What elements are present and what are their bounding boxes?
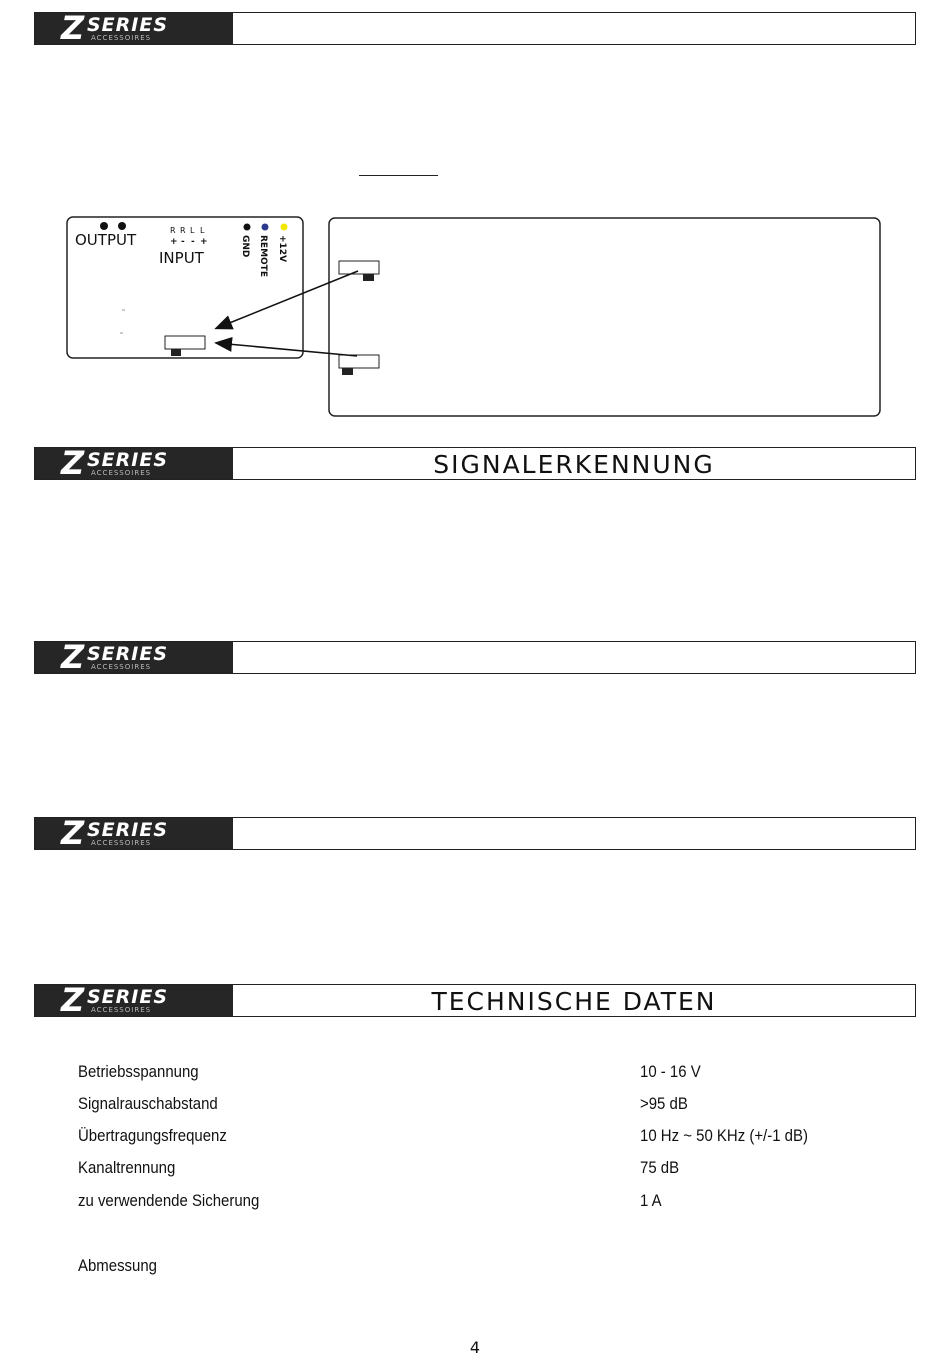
underline-mark xyxy=(359,175,438,176)
spec-value: >95 dB xyxy=(640,1094,688,1113)
switch-knob xyxy=(171,349,181,356)
power-terminal-dot xyxy=(281,224,288,231)
section-title xyxy=(233,818,915,849)
input-label: INPUT xyxy=(159,249,204,267)
remote-label: REMOTE xyxy=(258,235,268,277)
input-channel-label: R xyxy=(170,226,176,235)
gnd-terminal-dot xyxy=(244,224,251,231)
section-header xyxy=(34,447,916,480)
output-terminal-dot xyxy=(118,222,126,230)
spec-row xyxy=(78,1126,878,1150)
section-header xyxy=(34,641,916,674)
switch-knob xyxy=(342,368,353,375)
pointer-arrow xyxy=(217,343,357,356)
zseries-logo: Z SERIES ACCESSOIRES xyxy=(35,448,233,479)
spec-label: zu verwendende Sicherung xyxy=(78,1191,260,1210)
section-header xyxy=(34,817,916,850)
spec-value: 10 - 16 V xyxy=(640,1062,701,1081)
spec-row xyxy=(78,1256,878,1280)
input-channel-label: R xyxy=(180,226,186,235)
spec-value: 75 dB xyxy=(640,1158,680,1177)
switch-knob xyxy=(363,274,374,281)
spec-value: 10 Hz ~ 50 KHz (+/-1 dB) xyxy=(640,1126,808,1145)
power-label: +12V xyxy=(277,235,287,263)
zseries-logo: Z SERIES ACCESSOIRES xyxy=(35,818,233,849)
zseries-logo: Z SERIES ACCESSOIRES xyxy=(35,13,233,44)
input-channel-label: L xyxy=(190,226,195,235)
spec-label: Kanaltrennung xyxy=(78,1158,176,1177)
spec-label: Abmessung xyxy=(78,1256,158,1275)
output-label: OUTPUT xyxy=(75,231,137,249)
spec-row xyxy=(78,1158,878,1182)
remote-terminal-dot xyxy=(262,224,269,231)
input-polarity-label: + xyxy=(200,237,208,247)
spec-row xyxy=(78,1094,878,1118)
switch-position-upper xyxy=(339,261,379,274)
section-title: TECHNISCHE DATEN xyxy=(431,987,717,1016)
spec-row xyxy=(78,1191,878,1215)
spec-label: Signalrauschabstand xyxy=(78,1094,218,1113)
switch-position-lower xyxy=(339,355,379,368)
input-channel-label: L xyxy=(200,226,205,235)
zseries-logo: Z SERIES ACCESSOIRES xyxy=(35,985,233,1016)
spec-label: Übertragungsfrequenz xyxy=(78,1126,227,1145)
input-polarity-label: - xyxy=(181,237,185,247)
input-polarity-label: + xyxy=(170,237,178,247)
section-title xyxy=(233,642,915,673)
detail-panel xyxy=(329,218,880,416)
section-title xyxy=(233,13,915,44)
switch-on-panel xyxy=(165,336,205,349)
connection-diagram xyxy=(60,210,890,425)
output-terminal-dot xyxy=(100,222,108,230)
input-polarity-label: - xyxy=(191,237,195,247)
gnd-label: GND xyxy=(240,235,250,258)
section-header xyxy=(34,12,916,45)
pointer-arrow xyxy=(217,271,358,328)
page-number: 4 xyxy=(469,1338,481,1357)
section-title: SIGNALERKENNUNG xyxy=(433,450,715,479)
spec-row xyxy=(78,1062,878,1086)
spec-value: 1 A xyxy=(640,1191,662,1210)
section-header xyxy=(34,984,916,1017)
spec-label: Betriebsspannung xyxy=(78,1062,199,1081)
zseries-logo: Z SERIES ACCESSOIRES xyxy=(35,642,233,673)
